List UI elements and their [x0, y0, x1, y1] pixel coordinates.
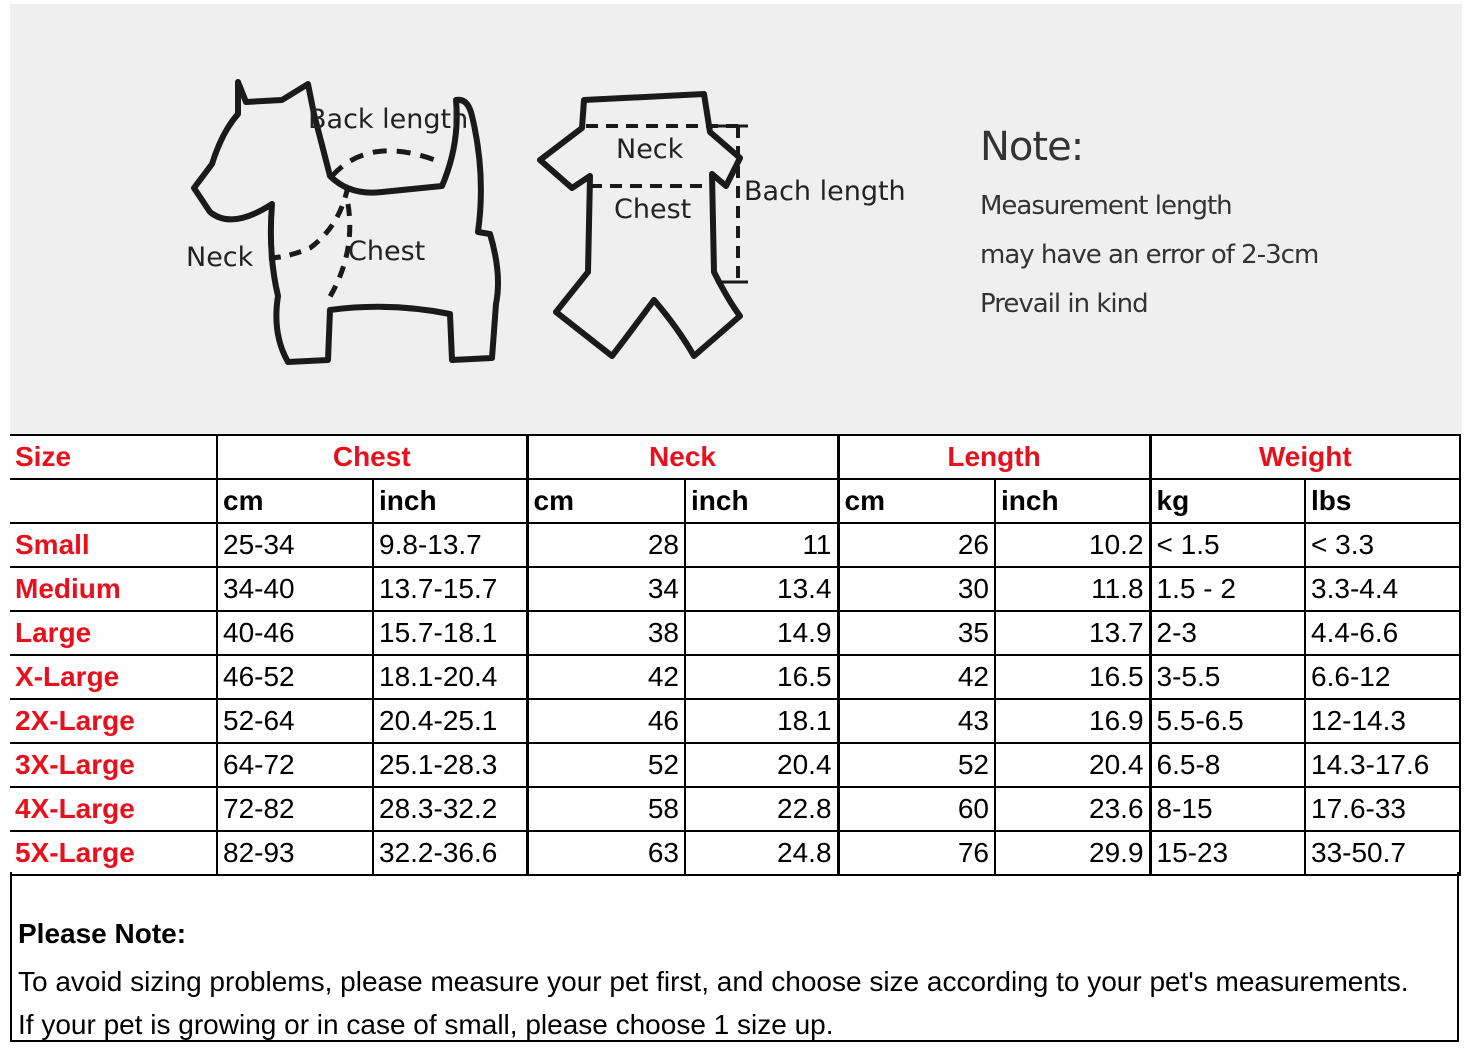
table-cell: 9.8-13.7 [373, 523, 527, 567]
dog-chest-label: Chest [348, 236, 426, 267]
table-cell: 29.9 [995, 831, 1150, 875]
unit-cell: inch [373, 479, 527, 523]
header-row [10, 435, 1460, 479]
table-cell: 20.4 [995, 743, 1150, 787]
table-cell: 2-3 [1150, 611, 1305, 655]
size-name-cell: Small [10, 523, 217, 567]
table-cell: 13.7 [995, 611, 1150, 655]
table-cell: 46 [527, 699, 685, 743]
table-cell: 28.3-32.2 [373, 787, 527, 831]
unit-cell: inch [995, 479, 1150, 523]
table-row [10, 567, 1460, 611]
measurement-diagram [10, 4, 970, 434]
please-note-box [10, 872, 1459, 1042]
table-cell: 4.4-6.6 [1305, 611, 1460, 655]
table-cell: 16.5 [685, 655, 838, 699]
table-cell: 35 [838, 611, 995, 655]
unit-blank [10, 479, 217, 523]
table-cell: 64-72 [217, 743, 373, 787]
table-cell: 11 [685, 523, 838, 567]
table-cell: 20.4-25.1 [373, 699, 527, 743]
table-cell: 72-82 [217, 787, 373, 831]
size-name-cell: Medium [10, 567, 217, 611]
table-cell: 25.1-28.3 [373, 743, 527, 787]
unit-cell: cm [217, 479, 373, 523]
note-block [980, 124, 1318, 329]
table-cell: 10.2 [995, 523, 1150, 567]
size-name-cell: Large [10, 611, 217, 655]
table-cell: 23.6 [995, 787, 1150, 831]
table-cell: 33-50.7 [1305, 831, 1460, 875]
table-cell: 6.5-8 [1150, 743, 1305, 787]
size-chart-table [10, 434, 1461, 876]
table-cell: 24.8 [685, 831, 838, 875]
garment-chest-label: Chest [614, 194, 692, 225]
dog-back-length-label: Back length [308, 104, 469, 135]
table-cell: 34 [527, 567, 685, 611]
unit-row [10, 479, 1460, 523]
table-cell: 8-15 [1150, 787, 1305, 831]
table-row [10, 611, 1460, 655]
table-cell: 32.2-36.6 [373, 831, 527, 875]
dog-neck-label: Neck [186, 242, 254, 273]
size-rows [10, 523, 1460, 875]
table-cell: 3-5.5 [1150, 655, 1305, 699]
table-cell: 42 [527, 655, 685, 699]
unit-cell: cm [527, 479, 685, 523]
size-name-cell: 4X-Large [10, 787, 217, 831]
table-cell: 1.5 - 2 [1150, 567, 1305, 611]
size-name-cell: X-Large [10, 655, 217, 699]
size-name-cell: 2X-Large [10, 699, 217, 743]
table-cell: 25-34 [217, 523, 373, 567]
table-cell: 6.6-12 [1305, 655, 1460, 699]
table-cell: 22.8 [685, 787, 838, 831]
table-cell: 15-23 [1150, 831, 1305, 875]
table-cell: 11.8 [995, 567, 1150, 611]
garment-neck-label: Neck [616, 134, 684, 165]
note-line: Prevail in kind [980, 289, 1148, 319]
table-row [10, 743, 1460, 787]
table-cell: 40-46 [217, 611, 373, 655]
neck-header: Neck [527, 435, 838, 479]
table-cell: 14.3-17.6 [1305, 743, 1460, 787]
unit-cell: kg [1150, 479, 1305, 523]
table-cell: 28 [527, 523, 685, 567]
table-cell: 15.7-18.1 [373, 611, 527, 655]
table-cell: 38 [527, 611, 685, 655]
table-cell: 82-93 [217, 831, 373, 875]
table-cell: 58 [527, 787, 685, 831]
table-cell: 14.9 [685, 611, 838, 655]
table-row [10, 699, 1460, 743]
table-cell: 17.6-33 [1305, 787, 1460, 831]
table-cell: 3.3-4.4 [1305, 567, 1460, 611]
table-cell: 20.4 [685, 743, 838, 787]
garment-back-length-label: Bach length [744, 176, 906, 207]
table-cell: 13.4 [685, 567, 838, 611]
table-cell: 63 [527, 831, 685, 875]
table-cell: 18.1-20.4 [373, 655, 527, 699]
table-cell: < 3.3 [1305, 523, 1460, 567]
table-cell: 34-40 [217, 567, 373, 611]
chest-header: Chest [217, 435, 527, 479]
measurement-diagram-panel [10, 4, 1462, 434]
table-cell: 60 [838, 787, 995, 831]
unit-cell: lbs [1305, 479, 1460, 523]
please-note-title: Please Note: [18, 918, 187, 949]
please-note-text: To avoid sizing problems, please measure your pet first, and choose size according to your pet's measurements. If your pet is growing or in case of small, please choose 1 size up. [18, 966, 1409, 1040]
table-cell: 30 [838, 567, 995, 611]
table-cell: 13.7-15.7 [373, 567, 527, 611]
size-header: Size [10, 435, 217, 479]
table-cell: < 1.5 [1150, 523, 1305, 567]
table-cell: 46-52 [217, 655, 373, 699]
table-row [10, 523, 1460, 567]
table-cell: 5.5-6.5 [1150, 699, 1305, 743]
table-cell: 52 [527, 743, 685, 787]
table-row [10, 787, 1460, 831]
table-cell: 52 [838, 743, 995, 787]
table-cell: 42 [838, 655, 995, 699]
table-row [10, 655, 1460, 699]
length-header: Length [838, 435, 1150, 479]
table-cell: 12-14.3 [1305, 699, 1460, 743]
table-cell: 76 [838, 831, 995, 875]
table-cell: 52-64 [217, 699, 373, 743]
table-cell: 26 [838, 523, 995, 567]
size-name-cell: 3X-Large [10, 743, 217, 787]
unit-cell: inch [685, 479, 838, 523]
table-cell: 16.5 [995, 655, 1150, 699]
weight-header: Weight [1150, 435, 1460, 479]
unit-cell: cm [838, 479, 995, 523]
note-title: Note: [980, 124, 1084, 170]
table-row [10, 831, 1460, 875]
note-line: Measurement length [980, 191, 1232, 221]
note-line: may have an error of 2-3cm [980, 240, 1319, 270]
table-cell: 18.1 [685, 699, 838, 743]
table-cell: 16.9 [995, 699, 1150, 743]
table-cell: 43 [838, 699, 995, 743]
size-name-cell: 5X-Large [10, 831, 217, 875]
